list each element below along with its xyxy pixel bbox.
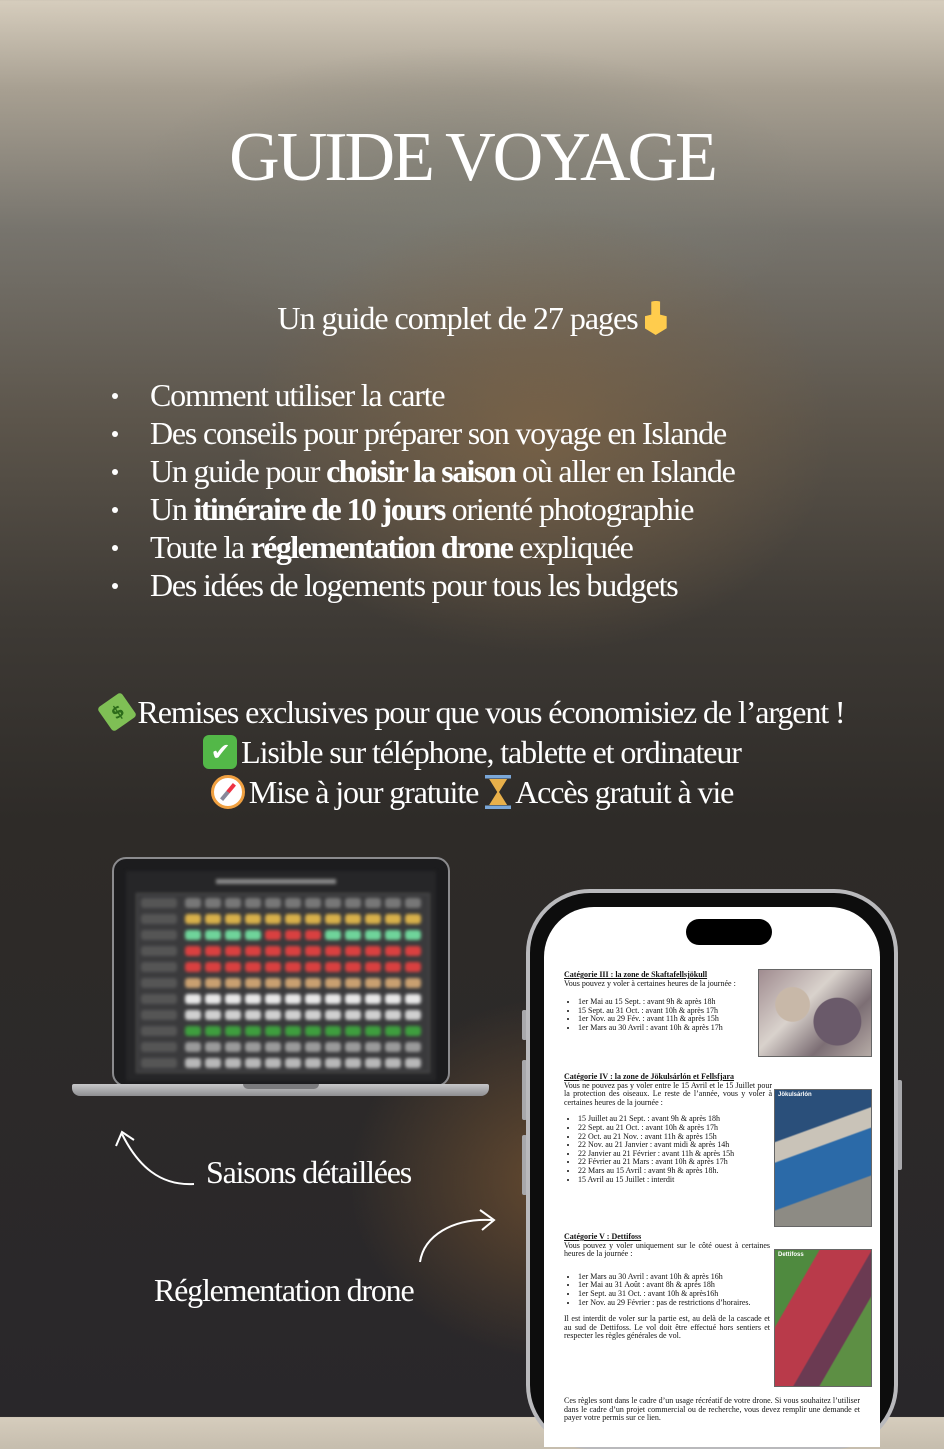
subtitle-text: Un guide complet de 27 pages xyxy=(277,300,638,336)
blurred-table-cell xyxy=(405,1026,421,1036)
blurred-table-cell xyxy=(141,1026,177,1036)
blurred-table-cell xyxy=(405,930,421,940)
feature-item: Un itinéraire de 10 jours orienté photographie xyxy=(112,490,912,528)
check-mark-icon xyxy=(203,735,237,769)
blurred-table-cell xyxy=(185,914,201,924)
blurred-table-cell xyxy=(325,930,341,940)
blurred-table-cell xyxy=(265,1026,281,1036)
blurred-table-cell xyxy=(225,914,241,924)
blurred-table-cell xyxy=(365,978,381,988)
blurred-table-cell xyxy=(365,946,381,956)
perk-discounts: $Remises exclusives pour que vous économisiez de l’argent ! xyxy=(0,692,944,732)
blurred-table-cell xyxy=(265,962,281,972)
blurred-table-cell xyxy=(285,930,301,940)
blurred-table-cell xyxy=(265,898,281,908)
blurred-table-cell xyxy=(265,930,281,940)
blurred-table-cell xyxy=(365,930,381,940)
blurred-table-cell xyxy=(185,1026,201,1036)
blurred-table-cell xyxy=(265,914,281,924)
blurred-table-cell xyxy=(385,914,401,924)
laptop-caption: Saisons détaillées xyxy=(206,1154,412,1190)
blurred-table-cell xyxy=(285,1042,301,1052)
blurred-table-cell xyxy=(225,978,241,988)
blurred-table-cell xyxy=(325,946,341,956)
perk-updates: Mise à jour gratuite Accès gratuit à vie xyxy=(0,772,944,812)
blurred-table-cell xyxy=(305,978,321,988)
blurred-table-cell xyxy=(365,914,381,924)
map-skaftafellsjokull xyxy=(758,969,872,1057)
blurred-table-cell xyxy=(345,1058,361,1068)
blurred-table-cell xyxy=(385,898,401,908)
blurred-table-cell xyxy=(225,962,241,972)
blurred-table-cell xyxy=(325,962,341,972)
blurred-table-cell xyxy=(405,1010,421,1020)
blurred-table-cell xyxy=(325,1042,341,1052)
phone-caption: Réglementation drone xyxy=(154,1272,414,1308)
blurred-table-cell xyxy=(385,1058,401,1068)
blurred-table-cell xyxy=(245,946,261,956)
blurred-table-cell xyxy=(245,994,261,1004)
blurred-table-cell xyxy=(185,946,201,956)
blurred-table-cell xyxy=(325,994,341,1004)
blurred-table-cell xyxy=(205,914,221,924)
blurred-table-cell xyxy=(345,994,361,1004)
map-dettifoss: Dettifoss xyxy=(774,1249,872,1387)
blurred-table-cell xyxy=(405,898,421,908)
blurred-table-cell xyxy=(305,898,321,908)
page-title: GUIDE VOYAGE xyxy=(229,119,715,196)
blurred-table-cell xyxy=(245,1042,261,1052)
blurred-table-cell xyxy=(345,1026,361,1036)
drone-rules-footer: Ces règles sont dans le cadre d’un usage récréatif de votre drone. Si vous souhaitez l’utiliser dans le cadre d’un projet commercial ou de recherche, vous devez remplir une demande et payer votre permis sur ce lien. xyxy=(564,1396,860,1423)
curved-arrow-icon xyxy=(416,1202,500,1266)
blurred-table-cell xyxy=(325,914,341,924)
blurred-table-cell xyxy=(141,946,177,956)
blurred-table-cell xyxy=(185,1010,201,1020)
blurred-table-cell xyxy=(141,1010,177,1020)
blurred-table-cell xyxy=(141,914,177,924)
blurred-table-cell xyxy=(205,1058,221,1068)
blurred-table-cell xyxy=(285,898,301,908)
blurred-table-cell xyxy=(185,994,201,1004)
blurred-table-cell xyxy=(245,930,261,940)
feature-item: Comment utiliser la carte xyxy=(112,376,912,414)
blurred-table-cell xyxy=(325,898,341,908)
blurred-table-cell xyxy=(205,930,221,940)
blurred-table-cell xyxy=(245,914,261,924)
blurred-table-cell xyxy=(365,1010,381,1020)
blurred-table-cell xyxy=(225,1010,241,1020)
blurred-table-cell xyxy=(385,978,401,988)
blurred-table-cell xyxy=(265,1042,281,1052)
blurred-table-cell xyxy=(205,962,221,972)
blurred-table-cell xyxy=(245,898,261,908)
blurred-table-cell xyxy=(325,1010,341,1020)
blurred-table-cell xyxy=(245,1058,261,1068)
blurred-table-cell xyxy=(345,914,361,924)
blurred-table-cell xyxy=(405,962,421,972)
blurred-table-cell xyxy=(245,978,261,988)
blurred-table-cell xyxy=(345,898,361,908)
blurred-table-cell xyxy=(205,946,221,956)
blurred-table-cell xyxy=(385,1010,401,1020)
pointing-down-hand-icon xyxy=(645,301,667,335)
blurred-table-cell xyxy=(405,978,421,988)
blurred-table-cell xyxy=(305,1058,321,1068)
blurred-table-cell xyxy=(205,1026,221,1036)
seasons-table-preview xyxy=(136,893,430,1073)
blurred-table-cell xyxy=(225,946,241,956)
blurred-table-cell xyxy=(185,962,201,972)
blurred-table-cell xyxy=(365,962,381,972)
blurred-table-cell xyxy=(185,1042,201,1052)
blurred-table-cell xyxy=(305,1042,321,1052)
blurred-table-cell xyxy=(225,898,241,908)
blurred-table-cell xyxy=(265,978,281,988)
laptop-mockup xyxy=(112,857,450,1087)
blurred-table-cell xyxy=(345,978,361,988)
blurred-table-cell xyxy=(305,930,321,940)
blurred-table-cell xyxy=(245,962,261,972)
blurred-table-cell xyxy=(265,994,281,1004)
blurred-table-cell xyxy=(285,994,301,1004)
blurred-table-cell xyxy=(365,1042,381,1052)
blurred-table-cell xyxy=(385,946,401,956)
blurred-table-cell xyxy=(325,978,341,988)
blurred-table-cell xyxy=(185,1058,201,1068)
blurred-table-cell xyxy=(385,1042,401,1052)
drone-category-v: Catégorie V : Dettifoss Vous pouvez y voler uniquement sur le côté ouest à certaines heures de la journée : • 1er Mars au 30 Avril : avant 10h & après 16h • 1er Mai au 31 Août : avant 8h & après 18h • 1er Sept. au 31 Oct. : avant 10h & après16h • 1er Nov. au 29 Février : pas de restrictions d’horaires. Il est interdit de voler sur la partie est, au delà de la cascade et au sud de Dettifoss. Le vol doit être effectué hors sentiers et respecter les règles générales de vol. xyxy=(564,1233,770,1341)
feature-item: Toute la réglementation drone expliquée xyxy=(112,528,912,566)
blurred-table-cell xyxy=(405,994,421,1004)
blurred-table-cell xyxy=(405,1042,421,1052)
blurred-table-cell xyxy=(405,914,421,924)
blurred-table-cell xyxy=(141,1042,177,1052)
blurred-table-cell xyxy=(225,930,241,940)
blurred-table-cell xyxy=(345,962,361,972)
blurred-table-cell xyxy=(225,1058,241,1068)
blurred-table-cell xyxy=(245,1026,261,1036)
blurred-table-cell xyxy=(345,1010,361,1020)
blurred-table-cell xyxy=(385,930,401,940)
perks xyxy=(0,692,944,812)
blurred-table-cell xyxy=(225,1026,241,1036)
blurred-table-cell xyxy=(225,1042,241,1052)
curved-arrow-icon xyxy=(112,1126,202,1190)
blurred-table-cell xyxy=(405,946,421,956)
blurred-table-cell xyxy=(305,1010,321,1020)
blurred-table-cell xyxy=(265,1010,281,1020)
blurred-table-cell xyxy=(141,930,177,940)
feature-item: Un guide pour choisir la saison où aller en Islande xyxy=(112,452,912,490)
blurred-table-cell xyxy=(185,978,201,988)
blurred-table-cell xyxy=(305,994,321,1004)
phone-screen xyxy=(544,907,880,1447)
blurred-table-cell xyxy=(325,1026,341,1036)
blurred-table-title xyxy=(216,879,336,884)
laptop-screen-content xyxy=(126,871,436,1081)
subtitle xyxy=(0,300,944,337)
blurred-table-cell xyxy=(345,946,361,956)
blurred-table-cell xyxy=(141,1058,177,1068)
blurred-table-cell xyxy=(285,1026,301,1036)
blurred-table-cell xyxy=(305,962,321,972)
hourglass-icon xyxy=(485,775,511,809)
blurred-table-cell xyxy=(141,978,177,988)
blurred-table-cell xyxy=(205,1010,221,1020)
drone-category-iii: Catégorie III : la zone de Skaftafellsjökull Vous pouvez y voler à certaines heures de la journée : • 1er Mai au 15 Sept. : avant 9h & après 18h • 15 Sept. au 31 Oct. : avant 10h & après 17h • 1er Nov. au 29 Fév. : avant 11h & après 15h • 1er Mars au 30 Avril : avant 10h & après 17h xyxy=(564,971,752,1033)
blurred-table-cell xyxy=(405,1058,421,1068)
drone-category-iv: Catégorie IV : la zone de Jökulsárlón et Fellsfjara Vous ne pouvez pas y voler entre le 15 Avril et le 15 Juillet pour la protection des oiseaux. Le reste de l’année, vous y voler à certaines heures de la journée : • 15 Juillet au 21 Sept. : avant 9h & après 18h • 22 Sept. au 21 Oct. : avant 10h & après 17h • 22 Oct. au 21 Nov. : avant 11h & après 15h • 22 Nov. au 21 Janvier : avant midi & après 14h • 22 Janvier au 21 Février : avant 11h & après 15h • 22 Février au 21 Mars : avant 10h & après 17h • 22 Mars au 15 Avril : avant 9h & après 18h. • 15 Avril au 15 Juillet : interdit xyxy=(564,1073,772,1184)
feature-list xyxy=(112,376,912,604)
blurred-table-cell xyxy=(285,1010,301,1020)
blurred-table-cell xyxy=(365,898,381,908)
blurred-table-cell xyxy=(205,978,221,988)
laptop-notch xyxy=(243,1084,319,1089)
blurred-table-cell xyxy=(285,1058,301,1068)
blurred-table-cell xyxy=(225,994,241,1004)
blurred-table-cell xyxy=(205,898,221,908)
blurred-table-cell xyxy=(325,1058,341,1068)
blurred-table-cell xyxy=(205,994,221,1004)
blurred-table-cell xyxy=(345,1042,361,1052)
blurred-table-cell xyxy=(365,1026,381,1036)
blurred-table-cell xyxy=(365,994,381,1004)
blurred-table-cell xyxy=(185,898,201,908)
blurred-table-cell xyxy=(285,978,301,988)
blurred-table-cell xyxy=(141,994,177,1004)
compass-icon xyxy=(211,775,245,809)
dynamic-island xyxy=(686,919,772,945)
blurred-table-cell xyxy=(185,930,201,940)
blurred-table-cell xyxy=(305,946,321,956)
blurred-table-cell xyxy=(285,962,301,972)
blurred-table-cell xyxy=(245,1010,261,1020)
blurred-table-cell xyxy=(345,930,361,940)
blurred-table-cell xyxy=(265,946,281,956)
phone-mockup xyxy=(526,889,898,1449)
blurred-table-row xyxy=(137,1054,429,1072)
blurred-table-cell xyxy=(385,994,401,1004)
map-jokulsarlon: Jökulsárlón xyxy=(774,1089,872,1227)
blurred-table-cell xyxy=(365,1058,381,1068)
blurred-table-cell xyxy=(285,914,301,924)
feature-item: Des conseils pour préparer son voyage en Islande xyxy=(112,414,912,452)
blurred-table-cell xyxy=(385,962,401,972)
blurred-table-cell xyxy=(305,1026,321,1036)
perk-readable: ✔Lisible sur téléphone, tablette et ordinateur xyxy=(0,732,944,772)
blurred-table-cell xyxy=(285,946,301,956)
blurred-table-cell xyxy=(385,1026,401,1036)
money-with-wings-icon xyxy=(96,692,136,732)
blurred-table-cell xyxy=(205,1042,221,1052)
feature-item: Des idées de logements pour tous les budgets xyxy=(112,566,912,604)
blurred-table-cell xyxy=(141,898,177,908)
blurred-table-cell xyxy=(141,962,177,972)
blurred-table-cell xyxy=(265,1058,281,1068)
blurred-table-cell xyxy=(305,914,321,924)
